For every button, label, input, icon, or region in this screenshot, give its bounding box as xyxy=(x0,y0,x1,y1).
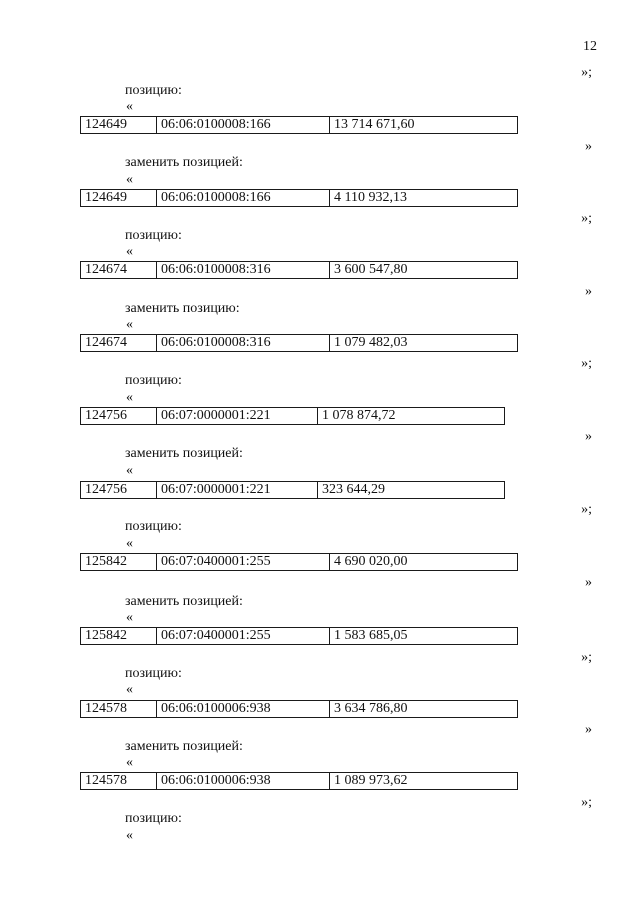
table-row xyxy=(80,700,518,718)
opening-quote: « xyxy=(126,682,133,697)
row-cadastral-number: 06:07:0000001:221 xyxy=(156,408,317,424)
closing-quote: »; xyxy=(581,356,592,371)
row-cadastral-number: 06:06:0100008:316 xyxy=(156,335,329,351)
table-row xyxy=(80,116,518,134)
block-label: заменить позицией: xyxy=(125,739,243,754)
block-label: заменить позицией: xyxy=(125,446,243,461)
row-id: 124756 xyxy=(85,482,127,497)
row-id: 124578 xyxy=(85,773,127,788)
block-label: позицию: xyxy=(125,666,182,681)
block-label: позицию: xyxy=(125,228,182,243)
block-label: позицию: xyxy=(125,373,182,388)
table-row xyxy=(80,553,518,571)
closing-quote: » xyxy=(585,429,592,444)
row-value: 1 089 973,62 xyxy=(329,773,517,789)
opening-quote: « xyxy=(126,317,133,332)
closing-quote: »; xyxy=(581,65,592,80)
closing-quote: »; xyxy=(581,650,592,665)
row-value: 323 644,29 xyxy=(317,482,504,498)
closing-quote: »; xyxy=(581,795,592,810)
opening-quote: « xyxy=(126,172,133,187)
row-value: 4 110 932,13 xyxy=(329,190,517,206)
row-cadastral-number: 06:07:0400001:255 xyxy=(156,628,329,644)
row-value: 4 690 020,00 xyxy=(329,554,517,570)
table-row xyxy=(80,189,518,207)
row-value: 3 634 786,80 xyxy=(329,701,517,717)
table-row xyxy=(80,407,505,425)
opening-quote: « xyxy=(126,99,133,114)
block-label: позицию: xyxy=(125,83,182,98)
row-id: 124674 xyxy=(85,335,127,350)
row-value: 1 078 874,72 xyxy=(317,408,504,424)
opening-quote: « xyxy=(126,244,133,259)
closing-quote: » xyxy=(585,284,592,299)
row-cadastral-number: 06:06:0100008:316 xyxy=(156,262,329,278)
row-id: 125842 xyxy=(85,554,127,569)
row-id: 124674 xyxy=(85,262,127,277)
closing-quote: »; xyxy=(581,502,592,517)
row-value: 1 583 685,05 xyxy=(329,628,517,644)
block-label: позицию: xyxy=(125,811,182,826)
table-row xyxy=(80,627,518,645)
closing-quote: » xyxy=(585,575,592,590)
opening-quote: « xyxy=(126,828,133,843)
row-cadastral-number: 06:06:0100008:166 xyxy=(156,190,329,206)
row-id: 125842 xyxy=(85,628,127,643)
closing-quote: » xyxy=(585,722,592,737)
opening-quote: « xyxy=(126,390,133,405)
row-id: 124649 xyxy=(85,117,127,132)
row-value: 13 714 671,60 xyxy=(329,117,517,133)
row-id: 124756 xyxy=(85,408,127,423)
table-row xyxy=(80,772,518,790)
block-label: позицию: xyxy=(125,519,182,534)
block-label: заменить позицией: xyxy=(125,594,243,609)
block-label: заменить позицией: xyxy=(125,155,243,170)
opening-quote: « xyxy=(126,755,133,770)
table-row xyxy=(80,261,518,279)
opening-quote: « xyxy=(126,610,133,625)
row-cadastral-number: 06:06:0100006:938 xyxy=(156,773,329,789)
row-cadastral-number: 06:06:0100008:166 xyxy=(156,117,329,133)
closing-quote: »; xyxy=(581,211,592,226)
opening-quote: « xyxy=(126,536,133,551)
row-cadastral-number: 06:06:0100006:938 xyxy=(156,701,329,717)
opening-quote: « xyxy=(126,463,133,478)
block-label: заменить позицию: xyxy=(125,301,240,316)
row-value: 1 079 482,03 xyxy=(329,335,517,351)
row-cadastral-number: 06:07:0400001:255 xyxy=(156,554,329,570)
row-cadastral-number: 06:07:0000001:221 xyxy=(156,482,317,498)
row-id: 124578 xyxy=(85,701,127,716)
page-number: 12 xyxy=(583,39,597,54)
closing-quote: » xyxy=(585,139,592,154)
row-value: 3 600 547,80 xyxy=(329,262,517,278)
row-id: 124649 xyxy=(85,190,127,205)
table-row xyxy=(80,334,518,352)
table-row xyxy=(80,481,505,499)
